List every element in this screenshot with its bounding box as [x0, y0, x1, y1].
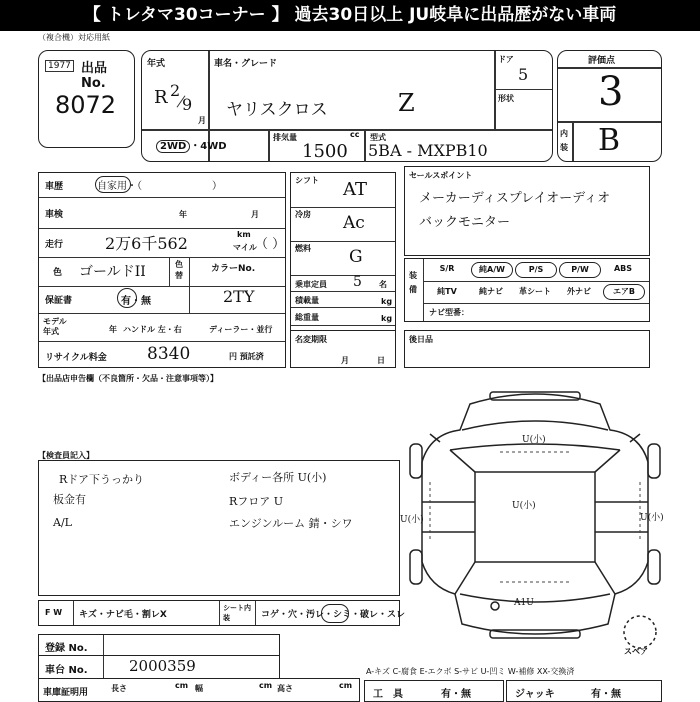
sales-point-label: セールスポイント	[409, 171, 473, 180]
equipment-item: P/W	[559, 262, 601, 278]
sales-point-line2: バックモニター	[419, 215, 511, 230]
car-diagram	[400, 382, 670, 662]
displacement-label: 排気量	[273, 133, 297, 142]
equipment-item: 純TV	[437, 287, 457, 296]
banner: 【 トレタマ30コーナー 】 過去30日以上 JU岐阜に出品歴がない車両	[0, 0, 700, 31]
drive-2wd: 2WD	[156, 140, 190, 153]
mileage-label: 走行	[45, 240, 64, 250]
registration-row: 登録 No.	[38, 634, 280, 656]
chassis-value: 2000359	[129, 657, 196, 675]
tools-row: 工 具 有・無	[364, 680, 504, 702]
history-label: 車歴	[45, 182, 64, 192]
equipment-item: 純A/W	[471, 262, 513, 278]
lot-box	[38, 50, 135, 148]
jack-row: ジャッキ 有・無	[506, 680, 662, 702]
doors-label: ドア	[498, 55, 514, 64]
lot-number: 8072	[55, 91, 117, 119]
capacity-label: 乗車定員	[295, 280, 327, 289]
spare-label: スペア	[624, 647, 648, 656]
type-value: 5BA - MXPB10	[368, 141, 488, 160]
lot-label: 出品 No.	[81, 61, 108, 91]
condition-row: F W キズ・ナビ毛・割レX シート内装 コゲ・穴・汚レ・シミ・破レ・スレ	[38, 600, 400, 626]
history-value: 自家用・（ ）	[97, 181, 222, 192]
warranty-value: 有・無	[121, 296, 151, 307]
aircon-value: Ac	[343, 213, 365, 233]
color-label: 色	[53, 268, 63, 278]
equipment-item: S/R	[439, 264, 455, 273]
spec-table: シフト AT 冷房 Ac 燃料 G 乗車定員 5 名 積載量 kg 総重量 kg	[290, 172, 396, 368]
equipment-item: 純ナビ	[479, 287, 503, 296]
navi-model-label: ナビ型番：	[429, 308, 469, 317]
color-value: ゴールドII	[79, 264, 146, 280]
inspector-label: 【検査員記入】	[38, 451, 94, 460]
year-era: R	[154, 87, 168, 108]
drive-selector: 2WD ・4WD	[156, 137, 227, 153]
damage-legend: A-キズ C-腐食 E-エクボ S-サビ U-凹ミ W-補修 XX-交換済	[366, 667, 575, 676]
name-change-box: 名変期限 月 日	[290, 330, 396, 368]
load-label: 積載量	[295, 296, 319, 305]
diagram-mark-top: U(小)	[522, 435, 546, 445]
recycle-value: 8340	[147, 344, 191, 364]
shaken-label: 車検	[45, 210, 64, 220]
model-name: ヤリスクロス	[226, 100, 328, 120]
equipment-item: 外ナビ	[567, 287, 591, 296]
fuel-label: 燃料	[295, 244, 311, 253]
gross-label: 総重量	[295, 313, 319, 322]
equipment-item: エアB	[603, 284, 645, 300]
equipment-label: 装備	[409, 271, 417, 294]
mileage-value: 2万6千562	[105, 234, 188, 253]
aircon-label: 冷房	[295, 210, 311, 219]
diagram-mark-left: U(小)	[400, 515, 424, 525]
interior-value: B	[598, 123, 621, 158]
displacement-unit: cc	[350, 130, 360, 139]
year-month-unit: 月	[198, 116, 206, 125]
name-label: 車名・グレード	[214, 59, 278, 69]
capacity-value: 5	[353, 274, 362, 290]
color-no-value: 2TY	[223, 287, 255, 306]
diagram-mark-center: U(小)	[512, 501, 536, 511]
diagram-mark-rear: A1U	[514, 598, 534, 608]
shift-value: AT	[343, 179, 368, 200]
sales-point-line1: メーカーディスプレイオーディオ	[419, 191, 611, 206]
grade: Z	[398, 89, 415, 117]
garage-row: 車庫証明用 長さ cm 幅 cm 高さ cm	[38, 678, 360, 702]
chassis-row: 車台 No. 2000359	[38, 655, 280, 679]
drive-4wd: 4WD	[200, 141, 227, 152]
interior-label: 内装	[560, 129, 568, 152]
history-table: 車歴 自家用・（ ） 車検 年 月 走行 2万6千562 km マイル （ ） 色 ゴールドII 色替 カラーNo. 2TY 保証書 有・無 モデル年式 年 ハンドル 左・右 ディーラー・並行 リサイクル料金 8340 円 預託済	[38, 172, 286, 368]
warranty-label: 保証書	[45, 296, 73, 306]
displacement-value: 1500	[302, 141, 348, 162]
vehicle-info-box	[141, 50, 553, 162]
color-change-label: 色替	[175, 260, 183, 280]
inspector-notes: Rドア下うっかり 板金有 A/L ボディー各所 U(小) Rフロア U エンジンルーム 錆・シワ	[38, 460, 400, 596]
shape-label: 形状	[498, 94, 514, 103]
equipment-item: P/S	[515, 262, 557, 278]
fuel-value: G	[349, 247, 363, 267]
equipment-item: ABS	[613, 264, 633, 273]
year-label: 年式	[147, 59, 166, 69]
model-year-label: モデル年式	[43, 317, 67, 336]
diagram-mark-right: U(小)	[640, 513, 664, 523]
equipment-box	[404, 258, 650, 322]
score-box	[557, 50, 662, 162]
shift-label: シフト	[295, 176, 319, 185]
recycle-label: リサイクル料金	[45, 353, 107, 363]
sales-point-box	[404, 166, 650, 256]
form-note: （複合機）対応用紙	[38, 33, 110, 42]
lot-small-number: 1977	[45, 60, 74, 72]
doors-value: 5	[518, 65, 529, 84]
type-label: 型式	[370, 133, 386, 142]
post-date-box: 後日品	[404, 330, 650, 368]
color-no-label: カラーNo.	[211, 264, 256, 274]
equipment-item: 革シート	[519, 287, 551, 296]
score-label: 評価点	[588, 56, 616, 66]
year-month: 9	[182, 95, 193, 114]
score-value: 3	[598, 69, 624, 115]
dealer-note-label: 【出品店申告欄（不良箇所・欠品・注意事項等）】	[38, 374, 218, 383]
year-value: 2	[170, 81, 181, 100]
